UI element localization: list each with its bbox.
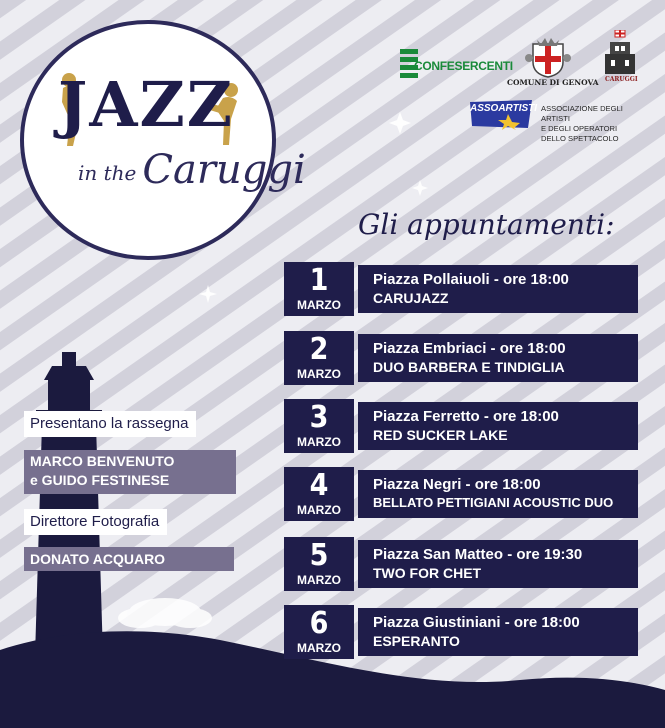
event-month: MARZO — [297, 435, 341, 449]
event-row — [284, 605, 640, 659]
confesercenti-logo-text: CONFESERCENTI — [414, 59, 513, 73]
event-day: 1 — [309, 263, 329, 298]
event-day: 6 — [309, 606, 329, 641]
event-day: 2 — [309, 332, 329, 367]
logo-subtitle — [78, 147, 306, 193]
event-place: Piazza Negri - ore 18:00 — [373, 476, 541, 493]
event-place: Piazza San Matteo - ore 19:30 — [373, 546, 583, 563]
photo-director-name: DONATO ACQUARO — [24, 547, 234, 571]
event-day: 4 — [309, 468, 329, 503]
event-date — [284, 399, 354, 453]
event-date — [284, 537, 354, 591]
event-month: MARZO — [297, 503, 341, 517]
presenter-name: e GUIDO FESTINESE — [30, 472, 170, 488]
event-info — [358, 265, 638, 313]
presenters-label: Presentano la rassegna — [24, 411, 196, 437]
event-artist: ESPERANTO — [373, 633, 460, 649]
event-month: MARZO — [297, 298, 341, 312]
assoartisti-desc-line: ASSOCIAZIONE DEGLI ARTISTI — [541, 104, 623, 123]
event-row — [284, 467, 640, 521]
assoartisti-desc-line: E DEGLI OPERATORI — [541, 124, 618, 133]
assoartisti-desc-line: DELLO SPETTACOLO — [541, 134, 619, 143]
event-month: MARZO — [297, 367, 341, 381]
presenters-names — [24, 450, 236, 494]
event-artist: RED SUCKER LAKE — [373, 427, 508, 443]
logo-title: JAZZ — [58, 68, 234, 141]
event-info — [358, 334, 638, 382]
event-date — [284, 467, 354, 521]
event-place: Piazza Giustiniani - ore 18:00 — [373, 614, 580, 631]
logo-subtitle-main: Caruggi — [142, 147, 306, 193]
event-artist: TWO FOR CHET — [373, 565, 482, 581]
event-row — [284, 537, 640, 591]
event-info — [358, 470, 638, 518]
event-month: MARZO — [297, 573, 341, 587]
event-row — [284, 399, 640, 453]
event-date — [284, 262, 354, 316]
caruggi-logo-text: CARUGGI — [605, 76, 638, 83]
event-artist: CARUJAZZ — [373, 290, 449, 306]
caruggi-tower-icon — [603, 30, 637, 74]
event-info — [358, 608, 638, 656]
assoartisti-logo-text: ASSOARTISTI — [470, 103, 538, 114]
assoartisti-description — [541, 104, 651, 144]
logo-subtitle-in: in the — [78, 161, 137, 185]
event-row — [284, 262, 640, 316]
appointments-heading: Gli appuntamenti: — [358, 208, 615, 241]
genova-coat-of-arms-icon — [525, 36, 571, 78]
event-row — [284, 331, 640, 385]
event-info — [358, 540, 638, 588]
photo-director-label: Direttore Fotografia — [24, 509, 167, 535]
event-day: 3 — [309, 400, 329, 435]
event-month: MARZO — [297, 641, 341, 655]
event-place: Piazza Embriaci - ore 18:00 — [373, 340, 566, 357]
event-artist: BELLATO PETTIGIANI ACOUSTIC DUO — [373, 495, 614, 510]
presenter-name: MARCO BENVENUTO — [30, 453, 175, 469]
event-artist: DUO BARBERA E TINDIGLIA — [373, 359, 565, 375]
event-date — [284, 331, 354, 385]
event-info — [358, 402, 638, 450]
event-date — [284, 605, 354, 659]
event-place: Piazza Ferretto - ore 18:00 — [373, 408, 559, 425]
event-day: 5 — [309, 538, 329, 573]
comune-di-genova-text: COMUNE DI GENOVA — [507, 78, 599, 87]
event-place: Piazza Pollaiuoli - ore 18:00 — [373, 271, 569, 288]
